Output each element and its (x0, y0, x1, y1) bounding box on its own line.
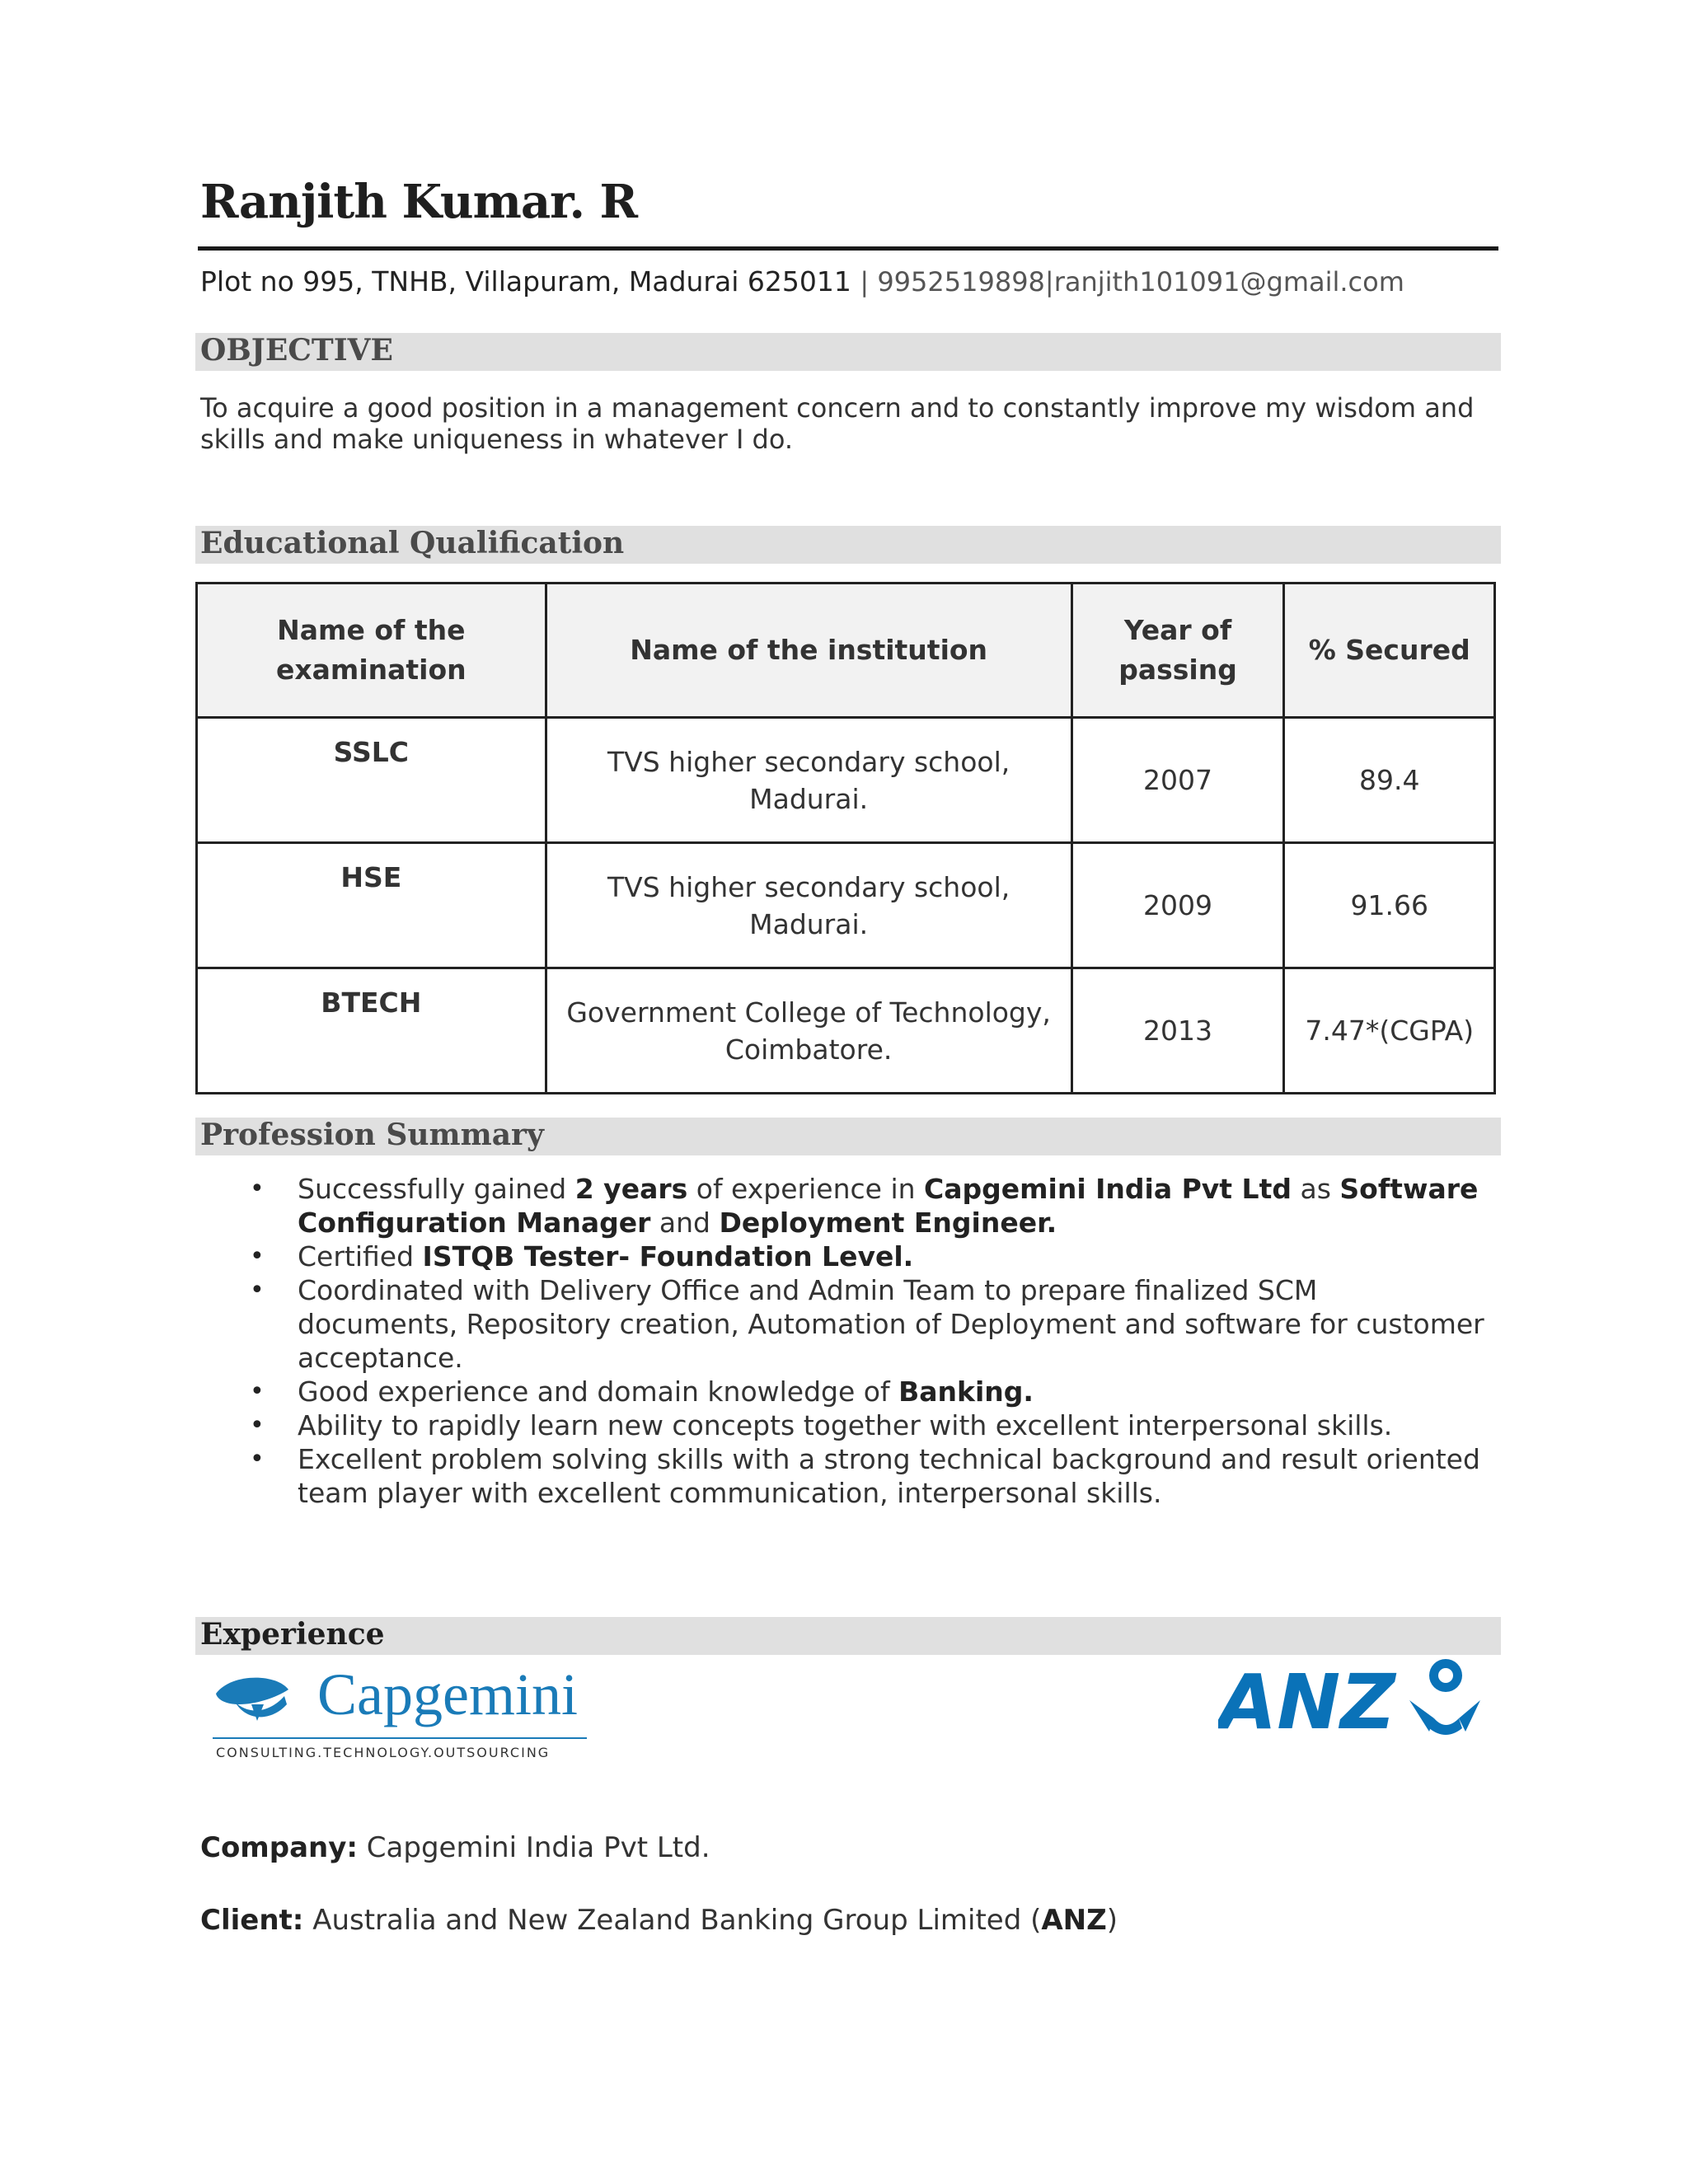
secured-cell: 89.4 (1284, 718, 1495, 843)
objective-title: OBJECTIVE (200, 333, 393, 368)
client-line: Client: Australia and New Zealand Banking Group Limited (ANZ) (200, 1904, 1118, 1937)
institution-cell (546, 968, 1071, 1094)
institution-line: Coimbatore. (724, 1033, 893, 1066)
list-item: • Coordinated with Delivery Office and Admin Team to prepare finalized SCM documents, Repository creation, Automation of Deployment and software for customer acceptance. (200, 1273, 1486, 1375)
address: Plot no 995, TNHB, Villapuram, Madurai 625011 (200, 265, 851, 298)
institution-line: Government College of Technology, (566, 996, 1051, 1029)
capgemini-logo (206, 1657, 593, 1768)
list-item: • Excellent problem solving skills with a strong technical background and result oriented team player with excellent communication, interpersonal skills. (200, 1442, 1486, 1510)
secured-cell: 7.47*(CGPA) (1284, 968, 1495, 1094)
client-abbrev: ANZ (1041, 1904, 1107, 1937)
exam-cell: HSE (197, 843, 546, 968)
table-row (197, 718, 1495, 843)
education-title: Educational Qualification (200, 526, 625, 560)
list-item: • Successfully gained 2 years of experience in Capgemini India Pvt Ltd as Software Configuration Manager and Deployment Engineer. (200, 1172, 1486, 1240)
anz-wordmark: ANZ (1218, 1658, 1395, 1743)
client-label: Client: (200, 1904, 304, 1937)
anz-logo (1218, 1652, 1498, 1743)
year-cell: 2013 (1071, 968, 1284, 1094)
capgemini-tagline: CONSULTING.TECHNOLOGY.OUTSOURCING (216, 1745, 551, 1760)
company-line (200, 1831, 710, 1864)
exam-cell: SSLC (197, 718, 546, 843)
table-row (197, 968, 1495, 1094)
company-value: Capgemini India Pvt Ltd. (366, 1831, 710, 1864)
header-secured: % Secured (1284, 583, 1495, 718)
institution-line: TVS higher secondary school, (607, 745, 1010, 778)
company-label: Company: (200, 1831, 358, 1864)
institution-cell (546, 843, 1071, 968)
phone: 9952519898 (877, 266, 1045, 298)
list-item: • Ability to rapidly learn new concepts together with excellent interpersonal skills. (200, 1408, 1486, 1442)
table-header-row (197, 583, 1495, 718)
email: ranjith101091@gmail.com (1053, 266, 1404, 298)
separator: | (1044, 266, 1054, 298)
summary-title: Profession Summary (200, 1118, 544, 1152)
year-cell: 2009 (1071, 843, 1284, 968)
experience-title: Experience (200, 1617, 385, 1652)
institution-line: TVS higher secondary school, (607, 870, 1010, 903)
candidate-name: Ranjith Kumar. R (200, 175, 638, 229)
year-cell: 2007 (1071, 718, 1284, 843)
education-table (195, 582, 1496, 1094)
list-item: • Certified ISTQB Tester- Foundation Level. (200, 1240, 1486, 1273)
list-item: • Good experience and domain knowledge of Banking. (200, 1375, 1486, 1408)
objective-text: To acquire a good position in a management concern and to constantly improve my wisdom and skills and make uniqueness in whatever I do. (200, 392, 1475, 455)
institution-line: Madurai. (749, 782, 869, 815)
header-exam: Name of the examination (197, 583, 546, 718)
separator: | (860, 266, 878, 298)
capgemini-wordmark: Capgemini (317, 1661, 578, 1727)
secured-cell: 91.66 (1284, 843, 1495, 968)
client-value: Australia and New Zealand Banking Group Limited ( (312, 1904, 1042, 1937)
table-row (197, 843, 1495, 968)
header-institution: Name of the institution (546, 583, 1071, 718)
summary-list (200, 1172, 1486, 1510)
institution-cell (546, 718, 1071, 843)
experience-bar (195, 1617, 1501, 1655)
institution-line: Madurai. (749, 907, 869, 940)
exam-cell: BTECH (197, 968, 546, 1094)
header-year: Year of passing (1071, 583, 1284, 718)
name-divider (198, 246, 1498, 251)
contact-line (200, 265, 1404, 298)
